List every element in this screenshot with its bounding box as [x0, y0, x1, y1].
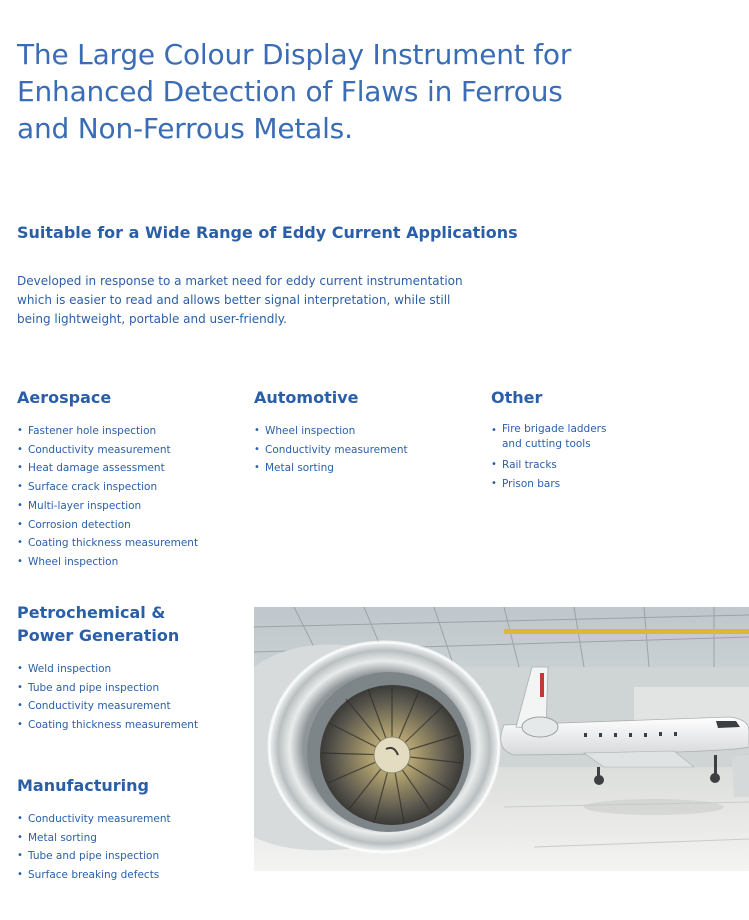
list-item-label: Metal sorting	[28, 831, 97, 844]
headline-line: and Non-Ferrous Metals.	[17, 112, 353, 145]
list-item	[17, 497, 247, 516]
list-item-label: Conductivity measurement	[28, 700, 171, 713]
section-title-line: Power Generation	[17, 626, 180, 645]
section-other	[491, 386, 741, 493]
list-item-label: Wheel inspection	[265, 425, 356, 437]
section-petrochemical	[17, 601, 247, 735]
page-headline	[17, 36, 617, 147]
list-item	[254, 422, 484, 441]
list-item	[17, 697, 247, 716]
aircraft-nose-fragment	[732, 755, 749, 797]
bullet-icon: •	[17, 462, 23, 474]
application-list	[17, 660, 247, 735]
list-item-label: Coating thickness measurement	[28, 537, 199, 550]
bullet-icon: •	[17, 681, 23, 693]
list-item-label: Heat damage assessment	[28, 462, 165, 475]
list-item-label: and cutting tools	[502, 438, 591, 450]
list-item	[17, 478, 247, 497]
list-item-label: Metal sorting	[265, 462, 334, 475]
list-item-label: Corrosion detection	[28, 518, 131, 531]
bullet-icon: •	[17, 813, 23, 824]
list-item-label: Tube and pipe inspection	[28, 850, 160, 863]
section-title	[17, 601, 247, 647]
list-item	[17, 716, 247, 735]
bullet-icon: •	[491, 477, 497, 489]
bullet-icon: •	[17, 518, 23, 530]
list-item	[17, 441, 247, 460]
crane-beam	[504, 629, 749, 634]
section-title-line: Petrochemical &	[17, 603, 166, 622]
list-item	[491, 475, 741, 494]
list-item-label: Coating thickness measurement	[28, 719, 199, 732]
list-item	[491, 422, 741, 456]
list-item-label: Fire brigade ladders	[502, 423, 607, 435]
bullet-icon: •	[17, 481, 23, 493]
intro-line: which is easier to read and allows better signal interpretation, while still	[17, 293, 451, 307]
list-item-label: Rail tracks	[502, 459, 557, 471]
list-item	[491, 456, 741, 475]
bullet-icon: •	[254, 443, 260, 455]
list-item	[17, 459, 247, 478]
list-item	[17, 810, 247, 829]
bullet-icon: •	[254, 462, 260, 474]
list-item	[254, 459, 484, 478]
bullet-icon: •	[17, 719, 23, 731]
list-item	[17, 829, 247, 848]
bullet-icon: •	[254, 425, 260, 436]
bullet-icon: •	[17, 700, 23, 712]
bullet-icon: •	[491, 459, 497, 470]
section-title: Automotive	[254, 388, 359, 407]
application-list	[17, 810, 247, 885]
section-aerospace	[17, 386, 247, 572]
list-item	[17, 866, 247, 885]
intro-line: being lightweight, portable and user-friendly.	[17, 312, 287, 326]
bullet-icon: •	[17, 831, 23, 843]
bullet-icon: •	[17, 537, 23, 549]
list-item-label: Surface breaking defects	[28, 869, 160, 882]
list-item	[17, 553, 247, 572]
bullet-icon: •	[17, 555, 23, 567]
hangar-jet-engine-photo	[254, 607, 749, 871]
list-item-label: Fastener hole inspection	[28, 425, 157, 437]
list-item	[17, 516, 247, 535]
bullet-icon: •	[17, 443, 23, 455]
list-item-label: Prison bars	[502, 477, 561, 490]
list-item	[17, 422, 247, 441]
bullet-icon: •	[17, 499, 23, 511]
list-item-label: Multi-layer inspection	[28, 499, 142, 512]
applications-subheading: Suitable for a Wide Range of Eddy Current Applications	[17, 223, 518, 242]
section-manufacturing	[17, 774, 247, 885]
headline-line: Enhanced Detection of Flaws in Ferrous	[17, 75, 563, 108]
list-item-label: Surface crack inspection	[28, 481, 158, 494]
list-item-label: Wheel inspection	[28, 555, 119, 568]
list-item-label: Weld inspection	[28, 663, 112, 675]
section-title: Other	[491, 388, 543, 407]
intro-line: Developed in response to a market need for eddy current instrumentation	[17, 274, 463, 288]
section-title: Aerospace	[17, 388, 112, 407]
intro-paragraph	[17, 272, 477, 329]
list-item-label: Conductivity measurement	[28, 443, 171, 456]
photo-illustration	[254, 607, 749, 871]
bullet-icon: •	[17, 425, 23, 436]
list-item-label: Tube and pipe inspection	[28, 681, 160, 694]
application-list	[491, 422, 741, 493]
list-item-label: Conductivity measurement	[28, 813, 171, 825]
jet-engine-intake	[254, 642, 499, 852]
list-item	[17, 847, 247, 866]
section-automotive	[254, 386, 484, 478]
headline-line: The Large Colour Display Instrument for	[17, 38, 572, 71]
application-list	[254, 422, 484, 478]
list-item	[254, 441, 484, 460]
list-item	[17, 660, 247, 679]
bullet-icon: •	[491, 425, 497, 436]
bullet-icon: •	[17, 869, 23, 881]
section-title: Manufacturing	[17, 776, 149, 795]
application-list	[17, 422, 247, 572]
list-item-label: Conductivity measurement	[265, 443, 408, 456]
list-item	[17, 679, 247, 698]
bullet-icon: •	[17, 663, 23, 674]
list-item	[17, 534, 247, 553]
bullet-icon: •	[17, 850, 23, 862]
